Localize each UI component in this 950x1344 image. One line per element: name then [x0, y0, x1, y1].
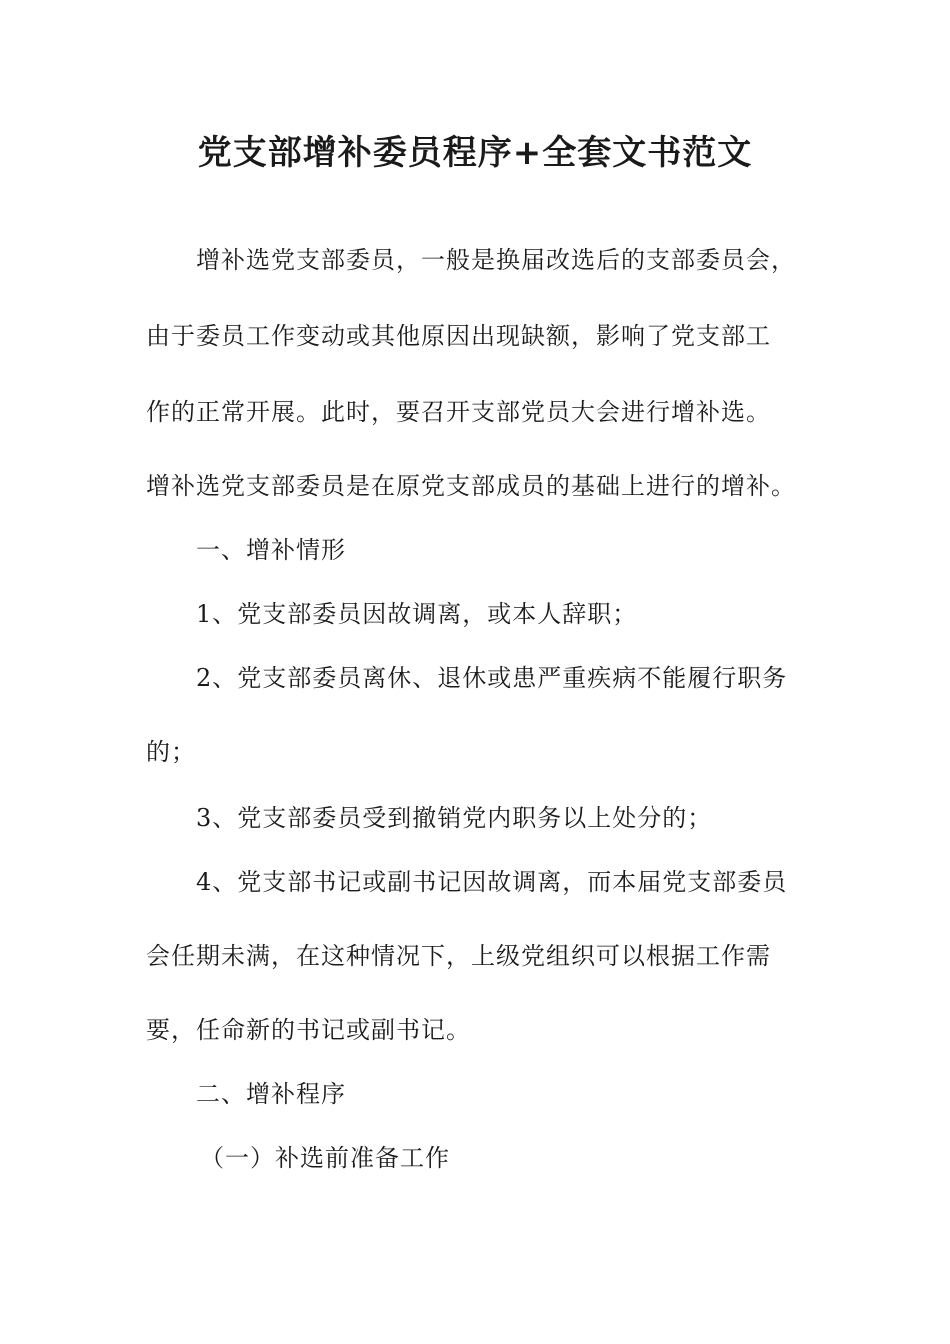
list-item: 4、党支部书记或副书记因故调离，而本届党支部委员 — [196, 868, 788, 896]
subsection-heading: （一）补选前准备工作 — [200, 1144, 450, 1172]
list-item-continuation: 要，任命新的书记或副书记。 — [146, 1016, 471, 1044]
paragraph-line: 增补选党支部委员是在原党支部成员的基础上进行的增补。 — [146, 472, 796, 500]
list-item-continuation: 的； — [146, 738, 196, 766]
list-item-continuation: 会任期未满，在这种情况下，上级党组织可以根据工作需 — [146, 942, 771, 970]
list-item: 1、党支部委员因故调离，或本人辞职； — [196, 600, 638, 628]
section-heading: 一、增补情形 — [196, 536, 346, 564]
list-item: 2、党支部委员离休、退休或患严重疾病不能履行职务 — [196, 664, 788, 692]
document-title: 党支部增补委员程序+全套文书范文 — [197, 133, 753, 173]
section-heading: 二、增补程序 — [196, 1080, 346, 1108]
list-item: 3、党支部委员受到撤销党内职务以上处分的； — [196, 804, 713, 832]
paragraph-line: 增补选党支部委员，一般是换届改选后的支部委员会， — [196, 246, 796, 274]
paragraph-line: 由于委员工作变动或其他原因出现缺额，影响了党支部工 — [146, 322, 771, 350]
paragraph-line: 作的正常开展。此时，要召开支部党员大会进行增补选。 — [146, 398, 771, 426]
